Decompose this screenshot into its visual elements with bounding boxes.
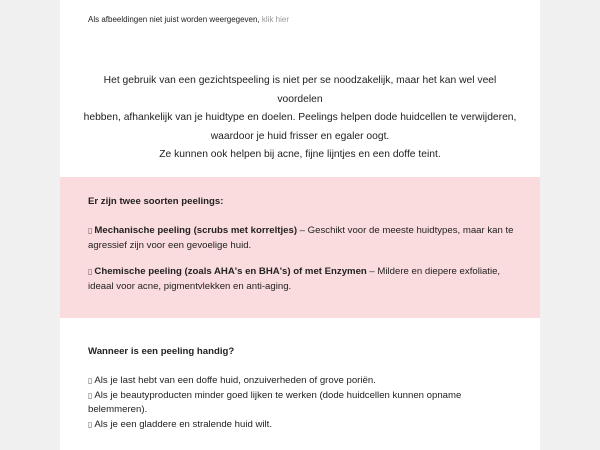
mechanical-peeling-title: Mechanische peeling (scrubs met korreltjes) (94, 224, 298, 236)
when-section (88, 345, 516, 433)
intro-line: Het gebruik van een gezichtspeeling is niet per se noodzakelijk, maar het kan wel veel voordelen (103, 75, 497, 105)
chemical-peeling-item (88, 265, 516, 295)
intro-line: Ze kunnen ook helpen bij acne, fijne lijntjes en een doffe teint. (159, 149, 441, 160)
list-item (88, 418, 516, 433)
intro-line: hebben, afhankelijk van je huidtype en doelen. Peelings helpen dode huidcellen te verwijderen, (83, 112, 517, 123)
bullet-icon: ▯ (88, 390, 93, 400)
intro-text (80, 72, 520, 165)
list-item-text: Als je een gladdere en stralende huid wilt. (94, 419, 273, 431)
bullet-icon: ▯ (88, 225, 93, 235)
when-heading: Wanneer is een peeling handig? (88, 346, 235, 357)
chemical-peeling-title: Chemische peeling (zoals AHA's en BHA's) of met Enzymen (94, 266, 367, 278)
list-item (88, 374, 516, 389)
peeling-types-heading: Er zijn twee soorten peelings: (88, 196, 224, 207)
mechanical-peeling-item (88, 224, 516, 254)
intro-line: waardoor je huid frisser en egaler oogt. (210, 130, 390, 142)
chemical-peeling-desc: – Mildere en diepere exfoliatie, ideaal voor acne, pigmentvlekken en anti-aging. (88, 266, 501, 293)
bullet-icon: ▯ (88, 420, 93, 430)
list-item-text: Als je last hebt van een doffe huid, onzuiverheden of grove poriën. (94, 374, 376, 386)
list-item-text: Als je beautyproducten minder goed lijken te werken (dode huidcellen kunnen opname belemmeren). (88, 389, 462, 416)
preheader (88, 15, 289, 24)
bullet-icon: ▯ (88, 375, 93, 385)
preheader-text: Als afbeeldingen niet juist worden weergegeven, (88, 15, 260, 24)
view-in-browser-link[interactable]: klik hier (261, 15, 290, 24)
peeling-types-block (60, 177, 540, 318)
list-item (88, 389, 516, 419)
bullet-icon: ▯ (88, 267, 93, 277)
mechanical-peeling-desc: – Geschikt voor de meeste huidtypes, maar kan te agressief zijn voor een gevoelige huid. (88, 224, 514, 251)
email-body (60, 0, 540, 450)
